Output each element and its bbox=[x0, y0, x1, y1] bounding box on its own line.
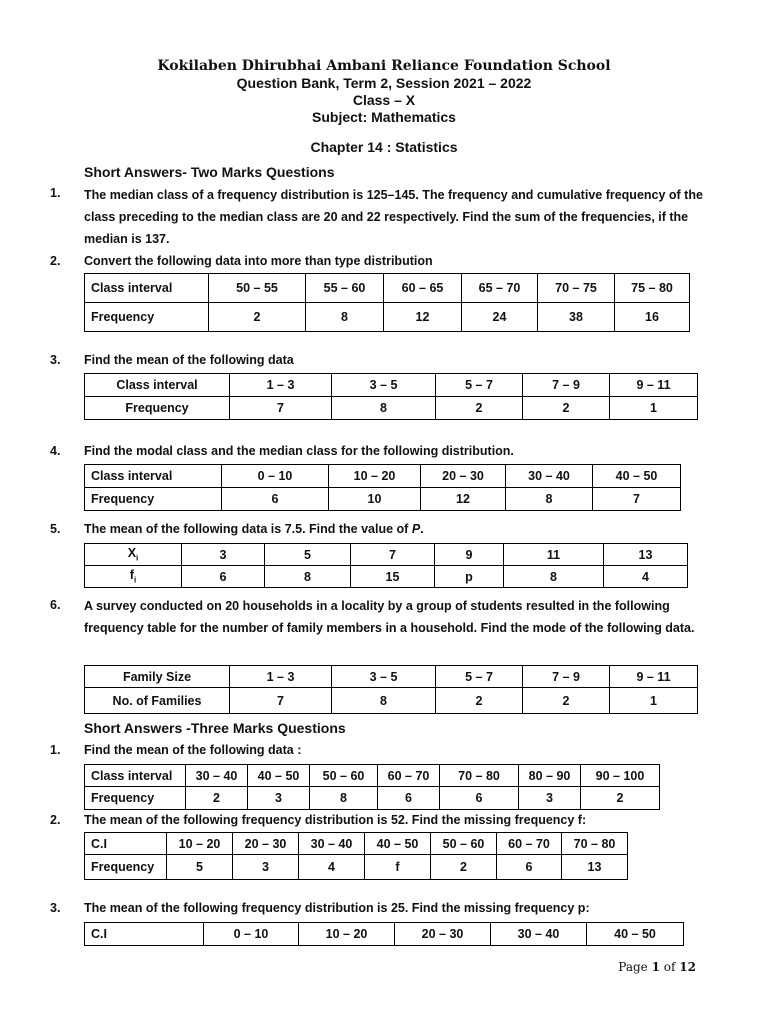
table-cell: 15 bbox=[351, 566, 435, 588]
question-text: The mean of the following frequency distribution is 52. Find the missing frequency f: bbox=[84, 813, 587, 827]
question-text: Find the mean of the following data bbox=[84, 353, 294, 367]
table-cell: 2 bbox=[186, 787, 248, 810]
table-cell: 3 – 5 bbox=[332, 374, 436, 397]
table-cell: 65 – 70 bbox=[462, 274, 538, 303]
table-cell: 1 – 3 bbox=[230, 374, 332, 397]
table-cell: 1 bbox=[610, 397, 698, 420]
table-cell: 30 – 40 bbox=[506, 465, 593, 488]
table-cell: 9 – 11 bbox=[610, 666, 698, 688]
question-bank-title: Question Bank, Term 2, Session 2021 – 2022 bbox=[236, 75, 532, 91]
table-cell: 10 – 20 bbox=[329, 465, 421, 488]
question-number: 1. bbox=[50, 186, 61, 200]
table-cell: Class interval bbox=[85, 274, 209, 303]
table-cell: 1 bbox=[610, 688, 698, 714]
table-cell: 0 – 10 bbox=[204, 923, 299, 946]
table-cell: 55 – 60 bbox=[306, 274, 384, 303]
table-cell: 24 bbox=[462, 303, 538, 332]
section-two-marks: Short Answers- Two Marks Questions bbox=[84, 164, 335, 180]
xi-label: $X_i$ bbox=[127, 546, 139, 563]
data-table bbox=[84, 665, 698, 714]
table-cell: 20 – 30 bbox=[421, 465, 506, 488]
table-cell: 8 bbox=[332, 397, 436, 420]
table-cell: C.I bbox=[85, 833, 167, 855]
table-cell: 7 – 9 bbox=[523, 666, 610, 688]
table-cell: 38 bbox=[538, 303, 615, 332]
table-cell: 50 – 55 bbox=[209, 274, 306, 303]
table-cell: 6 bbox=[378, 787, 440, 810]
table-cell: p bbox=[435, 566, 504, 588]
table-cell: C.I bbox=[85, 923, 204, 946]
table-cell: Family Size bbox=[85, 666, 230, 688]
question-number: 1. bbox=[50, 743, 61, 757]
table-cell: No. of Families bbox=[85, 688, 230, 714]
school-name: Kokilaben Dhirubhai Ambani Reliance Foundation School bbox=[157, 58, 611, 74]
table-cell: 80 – 90 bbox=[519, 765, 581, 787]
table-cell: 60 – 70 bbox=[378, 765, 440, 787]
table-cell: Class interval bbox=[85, 765, 186, 787]
table-cell: 2 bbox=[581, 787, 660, 810]
table-cell: 40 – 50 bbox=[365, 833, 431, 855]
table-cell: 11 bbox=[504, 544, 604, 566]
table-cell: 0 – 10 bbox=[222, 465, 329, 488]
table-cell: 9 – 11 bbox=[610, 374, 698, 397]
total-pages: 12 bbox=[679, 960, 696, 974]
table-cell: 40 – 50 bbox=[248, 765, 310, 787]
table-cell: 30 – 40 bbox=[186, 765, 248, 787]
table-cell: 10 – 20 bbox=[167, 833, 233, 855]
subject-title: Subject: Mathematics bbox=[312, 109, 456, 125]
question-number: 4. bbox=[50, 444, 61, 458]
table-cell: 2 bbox=[523, 688, 610, 714]
table-cell: Frequency bbox=[85, 787, 186, 810]
table-cell: 12 bbox=[421, 488, 506, 511]
question-text: Find the mean of the following data : bbox=[84, 743, 302, 757]
data-table bbox=[84, 464, 681, 511]
table-cell: 20 – 30 bbox=[395, 923, 491, 946]
table-cell: 10 bbox=[329, 488, 421, 511]
table-cell: 40 – 50 bbox=[593, 465, 681, 488]
table-cell: 5 bbox=[265, 544, 351, 566]
table-cell: 3 bbox=[248, 787, 310, 810]
data-table bbox=[84, 543, 688, 588]
question-text: A survey conducted on 20 households in a locality by a group of students resulted in the following frequency table for the number of family members in a household. Find the mode of the following data. bbox=[84, 599, 695, 635]
table-cell: 12 bbox=[384, 303, 462, 332]
table-cell: 5 bbox=[167, 855, 233, 880]
table-cell: 70 – 75 bbox=[538, 274, 615, 303]
table-cell: 30 – 40 bbox=[491, 923, 587, 946]
table-cell: 3 bbox=[182, 544, 265, 566]
question-text: The median class of a frequency distribution is 125–145. The frequency and cumulative frequency of the class preceding to the median class are 20 and 22 respectively. Find the sum of the frequencies, if the median is 137. bbox=[84, 188, 703, 246]
table-cell: 8 bbox=[306, 303, 384, 332]
page-number bbox=[618, 960, 696, 974]
table-cell: 7 bbox=[230, 397, 332, 420]
question-number: 3. bbox=[50, 901, 61, 915]
table-cell: f bbox=[365, 855, 431, 880]
table-cell: 40 – 50 bbox=[587, 923, 684, 946]
table-cell: 6 bbox=[222, 488, 329, 511]
table-cell: 9 bbox=[435, 544, 504, 566]
current-page: 1 bbox=[651, 960, 660, 974]
question-text-end: . bbox=[420, 522, 424, 536]
table-cell: 7 bbox=[230, 688, 332, 714]
table-cell: 70 – 80 bbox=[440, 765, 519, 787]
table-cell: 7 bbox=[351, 544, 435, 566]
table-cell: 50 – 60 bbox=[431, 833, 497, 855]
data-table bbox=[84, 832, 628, 880]
data-table bbox=[84, 373, 698, 420]
table-cell: 8 bbox=[504, 566, 604, 588]
fi-label: $f_i$ bbox=[129, 568, 137, 585]
table-cell: 2 bbox=[209, 303, 306, 332]
data-table bbox=[84, 273, 690, 332]
question-number: 5. bbox=[50, 522, 61, 536]
table-cell: 60 – 70 bbox=[497, 833, 562, 855]
table-cell: 1 – 3 bbox=[230, 666, 332, 688]
table-cell: 75 – 80 bbox=[615, 274, 690, 303]
table-cell: 8 bbox=[332, 688, 436, 714]
chapter-title: Chapter 14 : Statistics bbox=[310, 139, 458, 155]
table-cell: 6 bbox=[497, 855, 562, 880]
table-cell: 8 bbox=[265, 566, 351, 588]
table-cell: 6 bbox=[440, 787, 519, 810]
table-cell: 10 – 20 bbox=[299, 923, 395, 946]
table-cell: 6 bbox=[182, 566, 265, 588]
question-text-main: The mean of the following data is 7.5. Find the value of bbox=[84, 522, 412, 536]
table-cell: 7 – 9 bbox=[523, 374, 610, 397]
question-number: 2. bbox=[50, 813, 61, 827]
table-cell: Frequency bbox=[85, 397, 230, 420]
table-cell: 50 – 60 bbox=[310, 765, 378, 787]
of-word: of bbox=[663, 960, 676, 974]
table-cell: 2 bbox=[523, 397, 610, 420]
question-text: The mean of the following frequency distribution is 25. Find the missing frequency p: bbox=[84, 901, 590, 915]
table-cell: 2 bbox=[436, 688, 523, 714]
table-cell: 90 – 100 bbox=[581, 765, 660, 787]
table-cell: Class interval bbox=[85, 374, 230, 397]
section-three-marks: Short Answers -Three Marks Questions bbox=[84, 720, 346, 736]
table-cell: 2 bbox=[431, 855, 497, 880]
question-number: 3. bbox=[50, 353, 61, 367]
table-cell: 13 bbox=[604, 544, 688, 566]
table-cell: 60 – 65 bbox=[384, 274, 462, 303]
table-cell: 3 bbox=[519, 787, 581, 810]
data-table bbox=[84, 922, 684, 946]
table-cell: 5 – 7 bbox=[436, 374, 523, 397]
table-cell: 4 bbox=[604, 566, 688, 588]
table-cell: 5 – 7 bbox=[436, 666, 523, 688]
question-number: 6. bbox=[50, 598, 61, 612]
table-cell: 16 bbox=[615, 303, 690, 332]
question-text: Find the modal class and the median class for the following distribution. bbox=[84, 444, 514, 458]
table-cell: 2 bbox=[436, 397, 523, 420]
variable-p: P bbox=[411, 522, 421, 536]
data-table bbox=[84, 764, 660, 810]
table-cell: Class interval bbox=[85, 465, 222, 488]
page-word: Page bbox=[618, 960, 648, 974]
table-cell: 3 – 5 bbox=[332, 666, 436, 688]
table-cell bbox=[85, 544, 182, 566]
table-cell: 8 bbox=[506, 488, 593, 511]
question-text: Convert the following data into more than type distribution bbox=[84, 254, 433, 268]
table-cell: Frequency bbox=[85, 488, 222, 511]
question-text bbox=[84, 518, 704, 540]
table-cell: 70 – 80 bbox=[562, 833, 628, 855]
table-cell: 30 – 40 bbox=[299, 833, 365, 855]
table-cell: 7 bbox=[593, 488, 681, 511]
table-cell: Frequency bbox=[85, 303, 209, 332]
table-cell: 3 bbox=[233, 855, 299, 880]
table-cell: 4 bbox=[299, 855, 365, 880]
table-cell: 8 bbox=[310, 787, 378, 810]
table-cell: 13 bbox=[562, 855, 628, 880]
table-cell: 20 – 30 bbox=[233, 833, 299, 855]
table-cell bbox=[85, 566, 182, 588]
question-number: 2. bbox=[50, 254, 61, 268]
class-title: Class – X bbox=[352, 92, 416, 108]
table-cell: Frequency bbox=[85, 855, 167, 880]
